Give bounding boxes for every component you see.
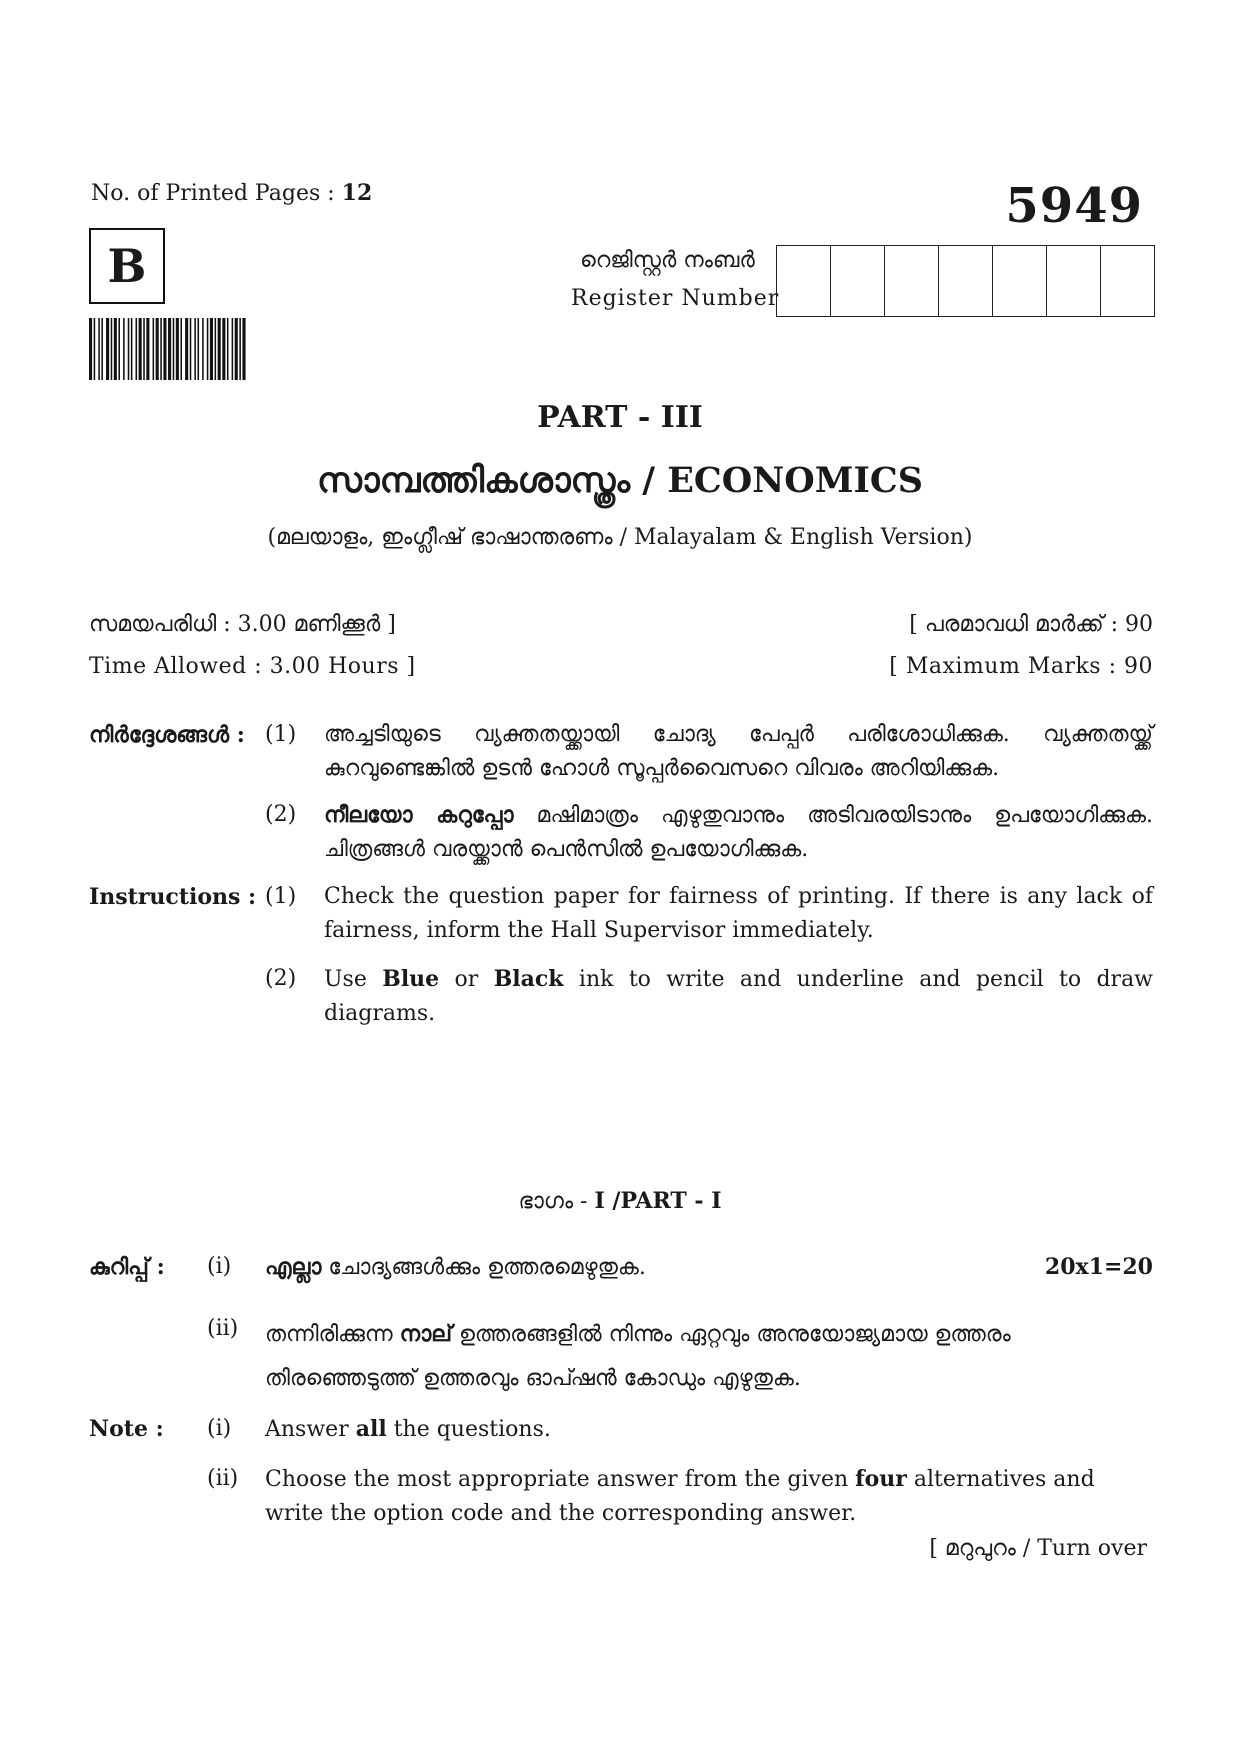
note-text-part: തന്നിരിക്കുന്ന — [265, 1322, 400, 1347]
barcode-image — [89, 318, 321, 380]
instruction-emphasis-black: Black — [493, 966, 564, 992]
section-heading-roman: I — [594, 1188, 605, 1214]
instruction-text: Check the question paper for fairness of printing. If there is any lack of fairness, inform the Hall Supervisor immediately. — [324, 884, 1153, 943]
time-allowed-en: Time Allowed : 3.00 Hours ] — [89, 654, 416, 679]
maximum-marks-en: [ Maximum Marks : 90 — [889, 654, 1153, 679]
instruction-number: (2) — [265, 802, 297, 827]
register-number-label-en: Register Number — [571, 286, 780, 311]
note-text-rest: ചോദ്യങ്ങൾക്കും ഉത്തരമെഴുതുക. — [321, 1255, 646, 1280]
instruction-number: (2) — [265, 966, 297, 991]
time-marks-row-ml — [89, 612, 1153, 637]
note-number: (ii) — [207, 1316, 239, 1341]
section-heading-ml: ഭാഗം - — [518, 1189, 595, 1214]
register-number-digit-box[interactable] — [1047, 246, 1101, 316]
instruction-emphasis: നീലയോ കറുപ്പോ — [324, 802, 514, 828]
instruction-text-rest: മഷിമാത്രം എഴുതുവാനും അടിവരയിടാനും ഉപയോഗിക്കുക. ചിത്രങ്ങൾ വരയ്ക്കാൻ പെൻസിൽ ഉപയോഗിക്കുക. — [324, 803, 1153, 862]
note-number: (i) — [207, 1254, 232, 1279]
printed-pages-label: No. of Printed Pages : — [91, 181, 342, 206]
note-emphasis: നാല് — [399, 1321, 453, 1347]
section-marks: 20x1=20 — [1044, 1254, 1153, 1280]
time-allowed-ml: സമയപരിധി : 3.00 മണിക്കൂർ ] — [89, 612, 396, 637]
instruction-text: അച്ചടിയുടെ വ്യക്തതയ്ക്കായി ചോദ്യ പേപ്പർ പരിശോധിക്കുക. വ്യക്തതയ്ക്ക് കുറവുണ്ടെങ്കിൽ ഉടൻ ഹോൾ സൂപ്പർവൈസറെ വിവരം അറിയിക്കുക. — [324, 722, 1153, 781]
register-number-digit-box[interactable] — [831, 246, 885, 316]
note-number: (i) — [207, 1416, 232, 1441]
instructions-label-en: Instructions : — [89, 884, 257, 910]
register-number-label-ml: റെജിസ്റ്റർ നംബർ — [580, 248, 755, 273]
note-label-en: Note : — [89, 1416, 164, 1442]
paper-code: 5949 — [1005, 178, 1143, 234]
time-marks-row-en — [89, 654, 1153, 679]
note-text — [265, 1250, 1153, 1285]
register-number-digit-box[interactable] — [1101, 246, 1154, 316]
instruction-emphasis-blue: Blue — [382, 966, 440, 992]
note-emphasis: all — [355, 1416, 387, 1442]
note-emphasis: four — [855, 1466, 907, 1492]
note-text-rest: the questions. — [386, 1417, 551, 1442]
instruction-text-part: ink to write and underline and pencil to draw diagrams. — [324, 967, 1154, 1026]
note-emphasis: എല്ലാ — [265, 1254, 322, 1280]
section-heading-en: /PART - I — [604, 1188, 722, 1214]
printed-pages-value: 12 — [341, 180, 373, 206]
note-text-rest: alternatives and write the option code and the corresponding answer. — [265, 1467, 1095, 1526]
printed-pages-info — [91, 180, 372, 206]
question-paper-version-box: B — [89, 228, 165, 304]
note-text — [265, 1412, 1153, 1447]
register-number-boxes[interactable] — [776, 245, 1155, 317]
language-version-line: (മലയാളം, ഇംഗ്ലീഷ് ഭാഷാന്തരണം / Malayalam & English Version) — [267, 525, 973, 550]
part-title: PART - III — [537, 400, 703, 435]
turn-over-label: [ മറുപുറം / Turn over — [929, 1536, 1147, 1561]
subject-title: സാമ്പത്തികശാസ്ത്രം / ECONOMICS — [316, 460, 923, 501]
instruction-number: (1) — [265, 722, 297, 747]
instruction-number: (1) — [265, 884, 297, 909]
note-text-part: Choose the most appropriate answer from the given — [265, 1467, 856, 1492]
register-number-digit-box[interactable] — [993, 246, 1047, 316]
section-heading — [0, 1188, 1240, 1214]
note-label-ml: കുറിപ്പ് : — [89, 1254, 165, 1280]
note-text-rest: ഉത്തരങ്ങളിൽ നിന്നും ഏറ്റവും അനുയോജ്യമായ ഉത്തരം തിരഞ്ഞെടുത്ത് ഉത്തരവും ഓപ്ഷൻ കോഡും എഴുതുക. — [265, 1322, 1011, 1391]
maximum-marks-ml: [ പരമാവധി മാർക്ക് : 90 — [909, 612, 1153, 637]
instructions-label-ml: നിർദ്ദേശങ്ങൾ : — [89, 722, 245, 748]
instruction-text-part: Use — [324, 967, 383, 992]
note-number: (ii) — [207, 1466, 239, 1491]
note-text — [265, 1462, 1098, 1531]
instruction-text — [324, 798, 1153, 867]
register-number-digit-box[interactable] — [939, 246, 993, 316]
register-number-digit-box[interactable] — [777, 246, 831, 316]
register-number-digit-box[interactable] — [885, 246, 939, 316]
instruction-text-part: or — [439, 967, 494, 992]
instruction-text — [324, 962, 1153, 1031]
note-text-part: Answer — [265, 1417, 356, 1442]
note-text — [265, 1312, 1153, 1401]
